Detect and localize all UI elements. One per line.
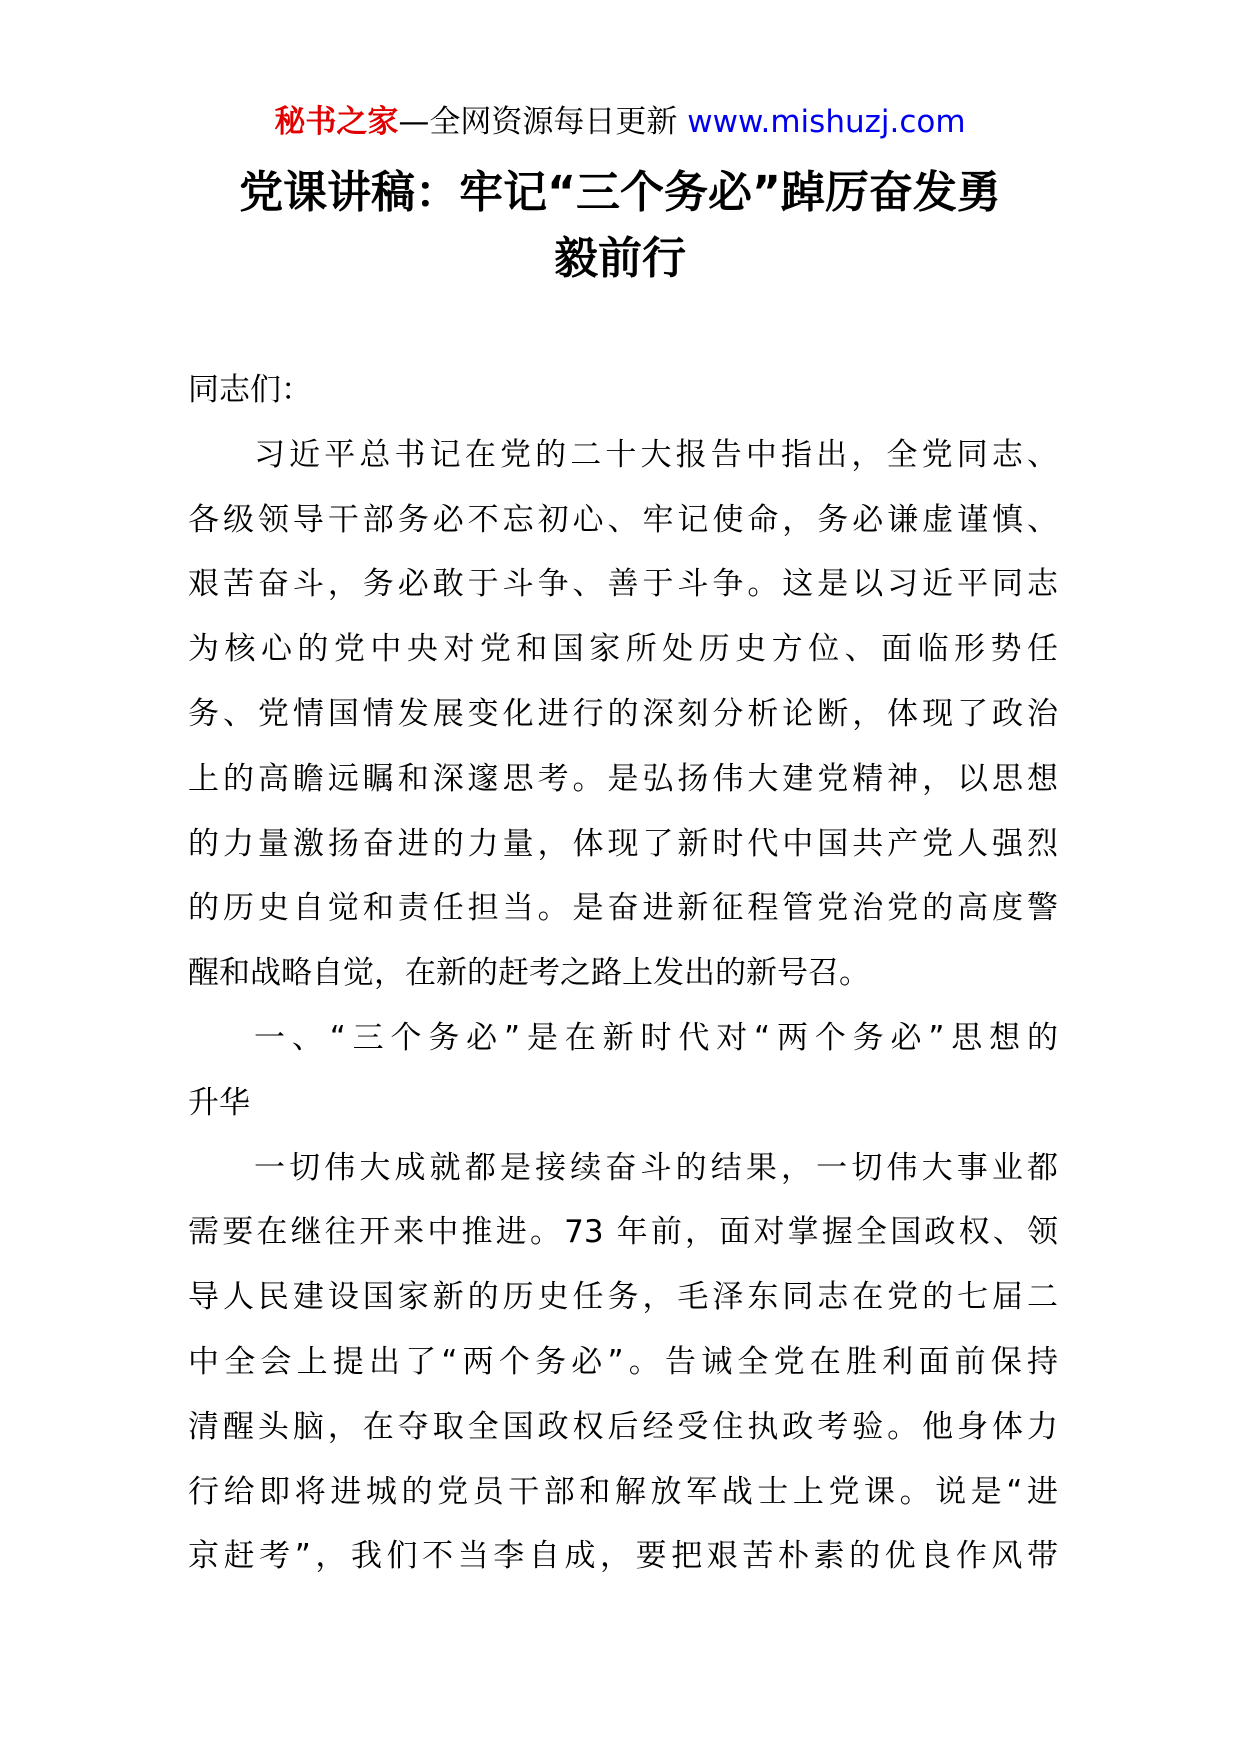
heading-line: 一、“三个务必”是在新时代对“两个务必”思想的 — [254, 1019, 1058, 1056]
site-url-link[interactable]: www.mishuzj.com — [687, 104, 966, 140]
section-heading-1 — [188, 1006, 1058, 1136]
text-line: 上的高瞻远瞩和深邃思考。是弘扬伟大建党精神，以思想 — [188, 760, 1058, 797]
salutation: 同志们： — [188, 372, 312, 408]
text-line: 习近平总书记在党的二十大报告中指出，全党同志、 — [254, 436, 1058, 473]
text-line: 的历史自觉和责任担当。是奋进新征程管党治党的高度警 — [188, 890, 1058, 927]
text-line: 中全会上提出了“两个务必”。告诫全党在胜利面前保持 — [188, 1343, 1058, 1380]
header-tagline: —全网资源每日更新 — [398, 104, 678, 140]
text-line: 清醒头脑，在夺取全国政权后经受住执政考验。他身体力 — [188, 1408, 1058, 1445]
text-line: 为核心的党中央对党和国家所处历史方位、面临形势任 — [188, 631, 1058, 668]
text-line: 务、党情国情发展变化进行的深刻分析论断，体现了政治 — [188, 695, 1058, 732]
text-line: 醒和战略自觉，在新的赶考之路上发出的新号召。 — [188, 955, 870, 992]
document-title — [140, 160, 1100, 292]
text-line: 一切伟大成就都是接续奋斗的结果，一切伟大事业都 — [254, 1149, 1058, 1186]
text-line: 行给即将进城的党员干部和解放军战士上党课。说是“进 — [188, 1473, 1058, 1510]
site-header — [0, 100, 1240, 144]
text-line: 导人民建设国家新的历史任务，毛泽东同志在党的七届二 — [188, 1279, 1058, 1316]
text-line: 京赶考”，我们不当李自成，要把艰苦朴素的优良作风带 — [188, 1538, 1058, 1575]
text-line: 的力量激扬奋进的力量，体现了新时代中国共产党人强烈 — [188, 825, 1058, 862]
text-line: 需要在继往开来中推进。73 年前，面对掌握全国政权、领 — [188, 1214, 1058, 1251]
brand-name: 秘书之家 — [274, 104, 399, 140]
text-line: 艰苦奋斗，务必敢于斗争、善于斗争。这是以习近平同志 — [188, 566, 1058, 603]
heading-line: 升华 — [188, 1084, 250, 1121]
paragraph-2 — [188, 1136, 1058, 1590]
paragraph-1 — [188, 423, 1058, 1006]
document-body — [188, 358, 1058, 1589]
text-line: 各级领导干部务必不忘初心、牢记使命，务必谦虚谨慎、 — [188, 501, 1058, 538]
title-line-2: 毅前行 — [554, 233, 686, 284]
title-line-1: 党课讲稿：牢记“三个务必”踔厉奋发勇 — [239, 167, 1001, 218]
